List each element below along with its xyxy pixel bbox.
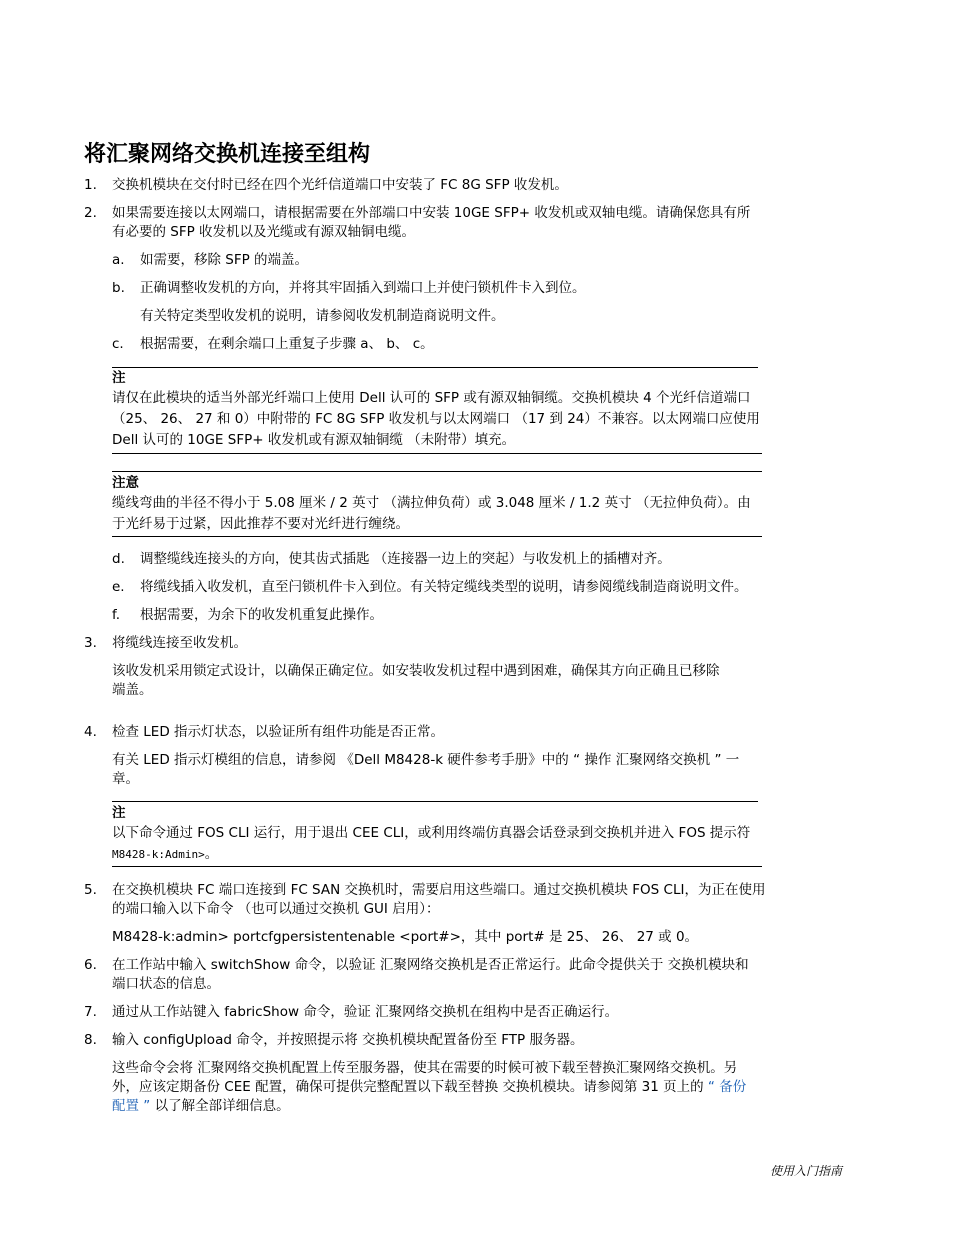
divider <box>112 866 762 867</box>
step-detail: 端盖。 <box>112 682 153 698</box>
divider <box>112 471 762 472</box>
backup-config-link[interactable]: 配置 ” <box>112 1098 151 1114</box>
note-text: 以下命令通过 FOS CLI 运行，用于退出 CEE CLI，或利用终端仿真器会话登录到交换机并进入 FOS 提示符 <box>112 825 751 841</box>
substep-text: 调整缆线连接头的方向，使其齿式插匙 （连接器一边上的突起）与收发机上的插槽对齐。 <box>140 551 671 567</box>
step-number: 4. <box>84 724 97 740</box>
divider <box>112 367 758 368</box>
step-text: 交换机模块在交付时已经在四个光纤信道端口中安装了 FC 8G SFP 收发机。 <box>112 177 568 193</box>
step-detail: 该收发机采用锁定式设计，以确保正确定位。如安装收发机过程中遇到困难，确保其方向正确且已移除 <box>112 663 720 679</box>
note-heading: 注 <box>112 370 126 386</box>
step-text: 检查 LED 指示灯状态，以验证所有组件功能是否正常。 <box>112 724 445 740</box>
caution-heading: 注意 <box>112 475 139 491</box>
step-detail: 章。 <box>112 771 139 787</box>
substep-text: 正确调整收发机的方向，并将其牢固插入到端口上并使闩锁机件卡入到位。 <box>140 280 586 296</box>
substep-label: a. <box>112 252 125 268</box>
substep-label: c. <box>112 336 124 352</box>
step-text: 在工作站中输入 switchShow 命令，以验证 汇聚网络交换机是否正常运行。此命令提供关于 交换机模块和 <box>112 957 749 973</box>
detail-text: 外，应该定期备份 CEE 配置，确保可提供完整配置以下载至替换 交换机模块。请参阅第 31 页上的 <box>112 1079 708 1095</box>
step-detail: 这些命令会将 汇聚网络交换机配置上传至服务器，使其在需要的时候可被下载至替换汇聚网络交换机。另 <box>112 1060 738 1076</box>
note-code-line <box>112 844 218 865</box>
step-text: 端口状态的信息。 <box>112 976 220 992</box>
substep-text: 根据需要，在剩余端口上重复子步骤 a、 b、 c。 <box>140 336 434 352</box>
step-text: 通过从工作站键入 fabricShow 命令，验证 汇聚网络交换机在组构中是否正确运行。 <box>112 1004 619 1020</box>
substep-text: 如需要，移除 SFP 的端盖。 <box>140 252 309 268</box>
code-suffix: 。 <box>204 846 219 862</box>
page-title: 将汇聚网络交换机连接至组构 <box>84 142 371 167</box>
caution-text: 于光纤易于过紧，因此推荐不要对光纤进行缠绕。 <box>112 516 409 532</box>
caution-text: 缆线弯曲的半径不得小于 5.08 厘米 / 2 英寸 （满拉伸负荷）或 3.048 厘米 / 1.2 英寸 （无拉伸负荷）。由 <box>112 495 751 511</box>
step-text: 的端口输入以下命令 （也可以通过交换机 GUI 启用）： <box>112 901 440 917</box>
note-heading: 注 <box>112 805 126 821</box>
substep-label: e. <box>112 579 125 595</box>
note-text: （25、 26、 27 和 0）中附带的 FC 8G SFP 收发机与以太网端口 （17 到 24）不兼容。以太网端口应使用 <box>112 411 760 427</box>
substep-note: 有关特定类型收发机的说明，请参阅收发机制造商说明文件。 <box>140 308 505 324</box>
command-line: M8428-k:admin> portcfgpersistentenable <port#>，其中 port# 是 25、 26、 27 或 0。 <box>112 929 699 945</box>
divider <box>112 453 762 454</box>
detail-text: 以了解全部详细信息。 <box>150 1098 290 1114</box>
divider <box>112 536 762 537</box>
step-text: 将缆线连接至收发机。 <box>112 635 247 651</box>
note-text: Dell 认可的 10GE SFP+ 收发机或有源双轴铜缆 （未附带）填充。 <box>112 432 516 448</box>
note-text: 请仅在此模块的适当外部光纤端口上使用 Dell 认可的 SFP 或有源双轴铜缆。交换机模块 4 个光纤信道端口 <box>112 390 751 406</box>
code-prompt: M8428-k:Admin> <box>112 848 205 861</box>
step-number: 3. <box>84 635 97 651</box>
substep-text: 根据需要，为余下的收发机重复此操作。 <box>140 607 383 623</box>
step-number: 2. <box>84 205 97 221</box>
step-detail: 有关 LED 指示灯模组的信息，请参阅 《Dell M8428-k 硬件参考手册》中的 “ 操作 汇聚网络交换机 ” 一 <box>112 752 740 768</box>
step-detail <box>112 1096 290 1116</box>
step-detail <box>112 1077 746 1097</box>
substep-text: 将缆线插入收发机，直至闩锁机件卡入到位。有关特定缆线类型的说明，请参阅缆线制造商说明文件。 <box>140 579 748 595</box>
step-text: 在交换机模块 FC 端口连接到 FC SAN 交换机时，需要启用这些端口。通过交换机模块 FOS CLI，为正在使用 <box>112 882 766 898</box>
step-number: 5. <box>84 882 97 898</box>
substep-label: b. <box>112 280 125 296</box>
step-text: 如果需要连接以太网端口，请根据需要在外部端口中安装 10GE SFP+ 收发机或双轴电缆。请确保您具有所 <box>112 205 751 221</box>
step-number: 8. <box>84 1032 97 1048</box>
substep-label: d. <box>112 551 125 567</box>
divider <box>112 801 758 802</box>
step-number: 6. <box>84 957 97 973</box>
substep-label: f. <box>112 607 121 623</box>
step-text: 有必要的 SFP 收发机以及光缆或有源双轴铜电缆。 <box>112 224 416 240</box>
step-text: 输入 configUpload 命令，并按照提示将 交换机模块配置备份至 FTP 服务器。 <box>112 1032 584 1048</box>
step-number: 1. <box>84 177 97 193</box>
step-number: 7. <box>84 1004 97 1020</box>
page-footer: 使用入门指南 <box>769 1164 842 1178</box>
backup-config-link[interactable]: “ 备份 <box>707 1079 747 1095</box>
